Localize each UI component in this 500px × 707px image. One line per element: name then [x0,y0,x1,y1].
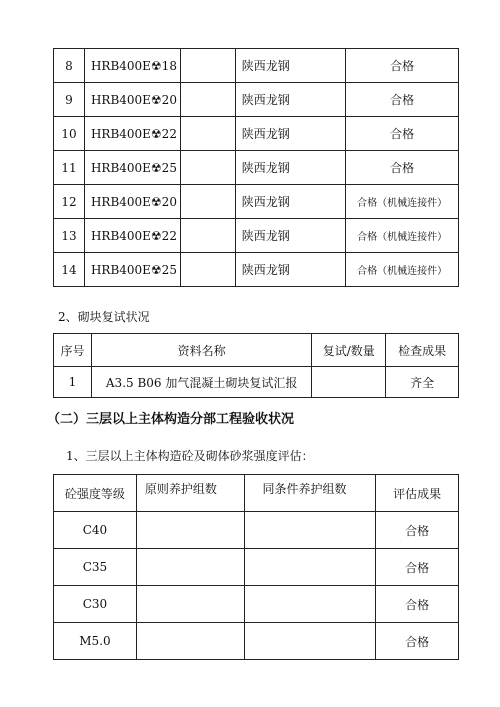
empty-cell [180,219,235,253]
header-name: 资料名称 [91,334,311,367]
empty-cell [180,253,235,287]
row-number: 13 [54,219,85,253]
steel-rebar-table [53,48,459,287]
document-name: A3.5 B06 加气混凝土砌块复试汇报 [91,367,311,398]
grade-cell: C40 [54,512,137,549]
row-number: 1 [54,367,92,398]
same-condition-cell [244,623,376,660]
strength-evaluation-table [53,474,459,660]
row-number: 11 [54,151,85,185]
table-row [54,83,459,117]
manufacturer: 陕西龙钢 [235,151,346,185]
block-retest-table [53,333,459,398]
row-number: 10 [54,117,85,151]
heading-level-2: （二）三层以上主体构造分部工程验收状况 [47,412,295,427]
empty-cell [180,185,235,219]
result-cell: 合格（机械连接件） [346,219,459,253]
result-cell: 合格（机械连接件） [346,185,459,219]
row-number: 9 [54,83,85,117]
table-row [54,549,459,586]
rebar-spec: HRB400E☢18 [84,49,180,83]
empty-cell [180,117,235,151]
grade-cell: M5.0 [54,623,137,660]
result-cell: 合格 [346,117,459,151]
row-number: 12 [54,185,85,219]
manufacturer: 陕西龙钢 [235,49,346,83]
table-row [54,117,459,151]
manufacturer: 陕西龙钢 [235,117,346,151]
result-cell: 合格 [376,512,459,549]
qty-cell [312,367,386,398]
manufacturer: 陕西龙钢 [235,83,346,117]
rebar-spec: HRB400E☢20 [84,83,180,117]
header-standard-curing: 原则养护组数 [136,475,244,512]
rebar-spec: HRB400E☢25 [84,151,180,185]
result-cell: 合格 [376,586,459,623]
standard-curing-cell [136,586,244,623]
result-cell: 合格 [346,83,459,117]
empty-cell [180,151,235,185]
result-cell: 合格 [376,623,459,660]
grade-cell: C35 [54,549,137,586]
header-same-condition-curing: 同条件养护组数 [244,475,376,512]
empty-cell [180,49,235,83]
grade-cell: C30 [54,586,137,623]
table-header-row [54,475,459,512]
rebar-spec: HRB400E☢22 [84,117,180,151]
table-row [54,151,459,185]
rebar-spec: HRB400E☢20 [84,185,180,219]
result-cell: 合格 [376,549,459,586]
table-row [54,219,459,253]
result-cell: 齐全 [386,367,459,398]
table-row [54,623,459,660]
standard-curing-cell [136,549,244,586]
manufacturer: 陕西龙钢 [235,185,346,219]
manufacturer: 陕西龙钢 [235,219,346,253]
section-title-concrete: 1、三层以上主体构造砼及砌体砂浆强度评估： [66,449,314,463]
result-cell: 合格（机械连接件） [346,253,459,287]
row-number: 8 [54,49,85,83]
header-qty: 复试/数量 [312,334,386,367]
row-number: 14 [54,253,85,287]
rebar-spec: HRB400E☢22 [84,219,180,253]
table-row [54,49,459,83]
same-condition-cell [244,586,376,623]
table-row [54,185,459,219]
header-no: 序号 [54,334,92,367]
standard-curing-cell [136,512,244,549]
header-grade: 砼强度等级 [54,475,137,512]
rebar-spec: HRB400E☢25 [84,253,180,287]
table-row [54,253,459,287]
result-cell: 合格 [346,49,459,83]
table-row [54,367,459,398]
header-result: 检查成果 [386,334,459,367]
manufacturer: 陕西龙钢 [235,253,346,287]
table-row [54,512,459,549]
standard-curing-cell [136,623,244,660]
section-title-blocks: 2、砌块复试状况 [58,310,150,324]
empty-cell [180,83,235,117]
table-header-row [54,334,459,367]
same-condition-cell [244,549,376,586]
result-cell: 合格 [346,151,459,185]
same-condition-cell [244,512,376,549]
table-row [54,586,459,623]
header-evaluation: 评估成果 [376,475,459,512]
